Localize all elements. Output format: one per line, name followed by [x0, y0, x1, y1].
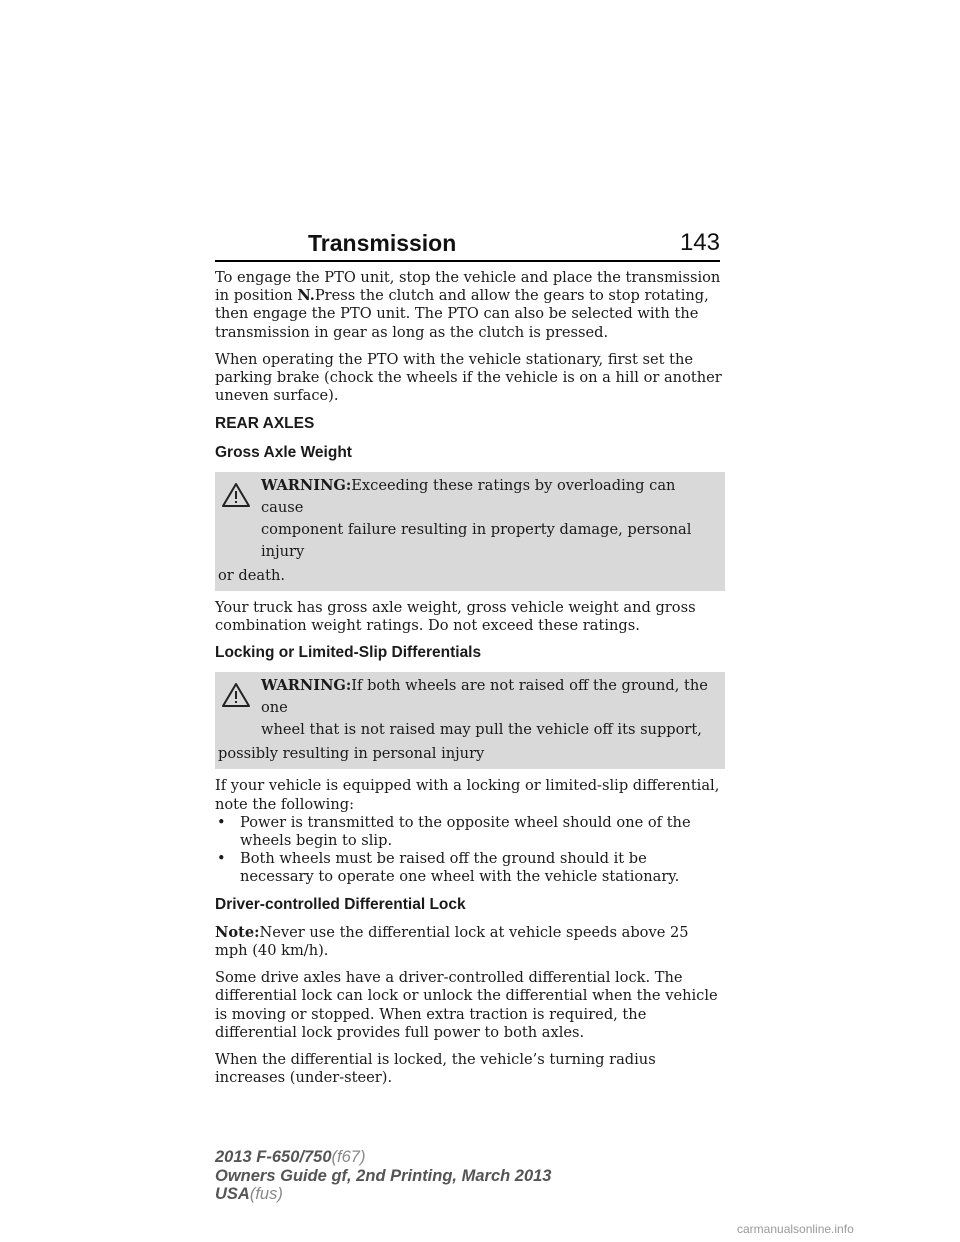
- watermark: carmanualsonline.info: [737, 1222, 854, 1236]
- gear-position-n: N.: [297, 287, 315, 305]
- warning-box-overloading: WARNING:Exceeding these ratings by overloading can cause component failure resulting in property damage, personal injury or death.: [215, 472, 725, 591]
- paragraph-pto-stationary: When operating the PTO with the vehicle stationary, first set the parking brake (chock the wheels if the vehicle is on a hill or another uneven surface).: [215, 350, 722, 405]
- note-paragraph: Note:Never use the differential lock at vehicle speeds above 25 mph (40 km/h).: [215, 923, 689, 960]
- footer-market-code: (fus): [249, 1185, 283, 1203]
- heading-differential-lock: Driver-controlled Differential Lock: [215, 895, 466, 913]
- warning-label: WARNING:: [261, 677, 352, 695]
- paragraph-drive-axles: Some drive axles have a driver-controlled differential lock. The differential lock can lock or unlock the differential when the vehicle is moving or stopped. When extra traction is required, the differential lock provides full power to both axles.: [215, 969, 718, 1041]
- bullet-list: [215, 814, 725, 887]
- page-content: [215, 269, 725, 1096]
- page-footer: [215, 1148, 552, 1204]
- bullet-icon: •: [217, 813, 226, 831]
- list-item: • Both wheels must be raised off the ground should it be necessary to operate one wheel with the vehicle stationary.: [217, 850, 680, 886]
- bullet-icon: •: [217, 850, 226, 868]
- heading-gross-axle-weight: Gross Axle Weight: [215, 443, 352, 461]
- warning-box-raised-wheels: WARNING:If both wheels are not raised off the ground, the one wheel that is not raised may pull the vehicle off its support, possibly resulting in personal injury: [215, 672, 725, 769]
- page-number: 143: [679, 229, 720, 256]
- note-label: Note:: [215, 923, 260, 941]
- list-item: • Power is transmitted to the opposite wheel should one of the wheels begin to slip.: [217, 813, 691, 850]
- footer-model: 2013 F-650/750: [215, 1148, 332, 1166]
- footer-model-code: (f67): [331, 1148, 366, 1166]
- paragraph-weight-ratings: Your truck has gross axle weight, gross vehicle weight and gross combination weight ratings. Do not exceed these ratings.: [215, 598, 696, 635]
- page-header: [215, 226, 720, 262]
- heading-limited-slip: Locking or Limited-Slip Differentials: [215, 644, 482, 662]
- heading-rear-axles: REAR AXLES: [215, 415, 315, 433]
- footer-market: USA: [215, 1185, 250, 1203]
- paragraph-differential-intro: If your vehicle is equipped with a locking or limited-slip differential, note the following:: [215, 777, 720, 813]
- paragraph-turning-radius: When the differential is locked, the vehicle’s turning radius increases (under-steer).: [215, 1051, 656, 1087]
- warning-label: WARNING:: [261, 476, 352, 494]
- paragraph-pto-engage: To engage the PTO unit, stop the vehicle and place the transmission in position N.Press the clutch and allow the gears to stop rotating, then engage the PTO unit. The PTO can also be selected with the transmission in gear as long as the clutch is pressed.: [215, 269, 721, 341]
- section-title: Transmission: [308, 230, 457, 256]
- footer-printing: Owners Guide gf, 2nd Printing, March 2013: [215, 1166, 552, 1185]
